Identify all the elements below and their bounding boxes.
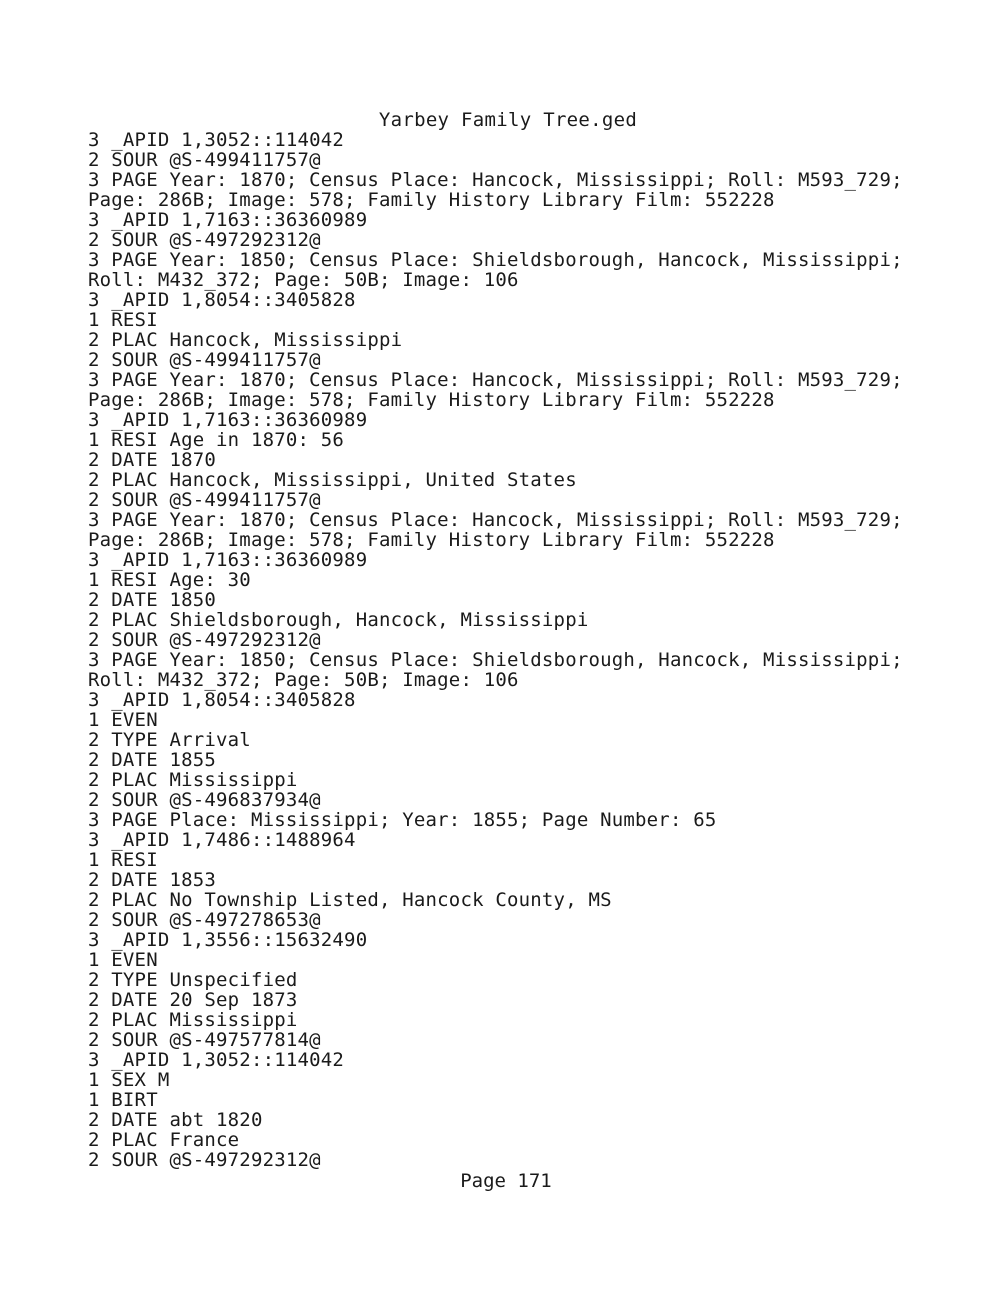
text-line: 3 _APID 1,7163::36360989 (88, 409, 368, 431)
text-line: 2 DATE 1853 (88, 869, 217, 891)
text-line: 3 _APID 1,3556::15632490 (88, 929, 368, 951)
text-line: 2 SOUR @S-497278653@ (88, 909, 321, 931)
text-line: 2 DATE 20 Sep 1873 (88, 989, 298, 1011)
document-title: Yarbey Family Tree.ged (378, 109, 638, 131)
text-line: 2 SOUR @S-497292312@ (88, 229, 321, 251)
text-line: Page: 286B; Image: 578; Family History Library Film: 552228 (88, 189, 775, 211)
text-line: 1 RESI (88, 849, 158, 871)
text-line: 3 _APID 1,7486::1488964 (88, 829, 356, 851)
text-line: 1 RESI Age in 1870: 56 (88, 429, 345, 451)
text-line: 3 _APID 1,8054::3405828 (88, 689, 356, 711)
text-line: 2 SOUR @S-499411757@ (88, 349, 321, 371)
text-line: 2 SOUR @S-497292312@ (88, 629, 321, 651)
text-line: 2 SOUR @S-499411757@ (88, 489, 321, 511)
text-line: 3 _APID 1,8054::3405828 (88, 289, 356, 311)
text-line: 2 SOUR @S-497577814@ (88, 1029, 321, 1051)
text-line: 2 DATE 1855 (88, 749, 217, 771)
text-line: 2 DATE 1870 (88, 449, 217, 471)
text-line: 1 SEX M (88, 1069, 170, 1091)
text-line: 1 RESI Age: 30 (88, 569, 251, 591)
text-line: Page: 286B; Image: 578; Family History Library Film: 552228 (88, 389, 775, 411)
text-line: 3 PAGE Year: 1850; Census Place: Shieldsborough, Hancock, Mississippi; (88, 649, 903, 671)
text-line: 2 PLAC Hancock, Mississippi, United States (88, 469, 577, 491)
text-line: 1 EVEN (88, 949, 158, 971)
text-line: 3 PAGE Year: 1870; Census Place: Hancock, Mississippi; Roll: M593_729; (88, 369, 903, 391)
text-line: 2 SOUR @S-496837934@ (88, 789, 321, 811)
gedcom-text-body (88, 130, 948, 1170)
text-line: 3 PAGE Place: Mississippi; Year: 1855; Page Number: 65 (88, 809, 717, 831)
text-line: 3 PAGE Year: 1870; Census Place: Hancock, Mississippi; Roll: M593_729; (88, 169, 903, 191)
text-line: 2 TYPE Arrival (88, 729, 251, 751)
text-line: 3 PAGE Year: 1850; Census Place: Shieldsborough, Hancock, Mississippi; (88, 249, 903, 271)
text-line: Page: 286B; Image: 578; Family History Library Film: 552228 (88, 529, 775, 551)
text-line: 1 BIRT (88, 1089, 158, 1111)
text-line: 3 PAGE Year: 1870; Census Place: Hancock, Mississippi; Roll: M593_729; (88, 509, 903, 531)
text-line: Roll: M432_372; Page: 50B; Image: 106 (88, 669, 519, 691)
text-line: 2 PLAC Shieldsborough, Hancock, Mississippi (88, 609, 589, 631)
text-line: 2 PLAC No Township Listed, Hancock County, MS (88, 889, 612, 911)
text-line: 2 DATE abt 1820 (88, 1109, 263, 1131)
text-line: 2 PLAC Mississippi (88, 1009, 298, 1031)
text-line: 3 _APID 1,7163::36360989 (88, 549, 368, 571)
text-line: 2 PLAC Mississippi (88, 769, 298, 791)
text-line: Roll: M432_372; Page: 50B; Image: 106 (88, 269, 519, 291)
text-line: 3 _APID 1,3052::114042 (88, 129, 345, 151)
text-line: 2 DATE 1850 (88, 589, 217, 611)
text-line: 2 SOUR @S-497292312@ (88, 1149, 321, 1171)
text-line: 2 PLAC France (88, 1129, 240, 1151)
text-line: 1 EVEN (88, 709, 158, 731)
text-line: 2 SOUR @S-499411757@ (88, 149, 321, 171)
text-line: 3 _APID 1,3052::114042 (88, 1049, 345, 1071)
page-number: Page 171 (460, 1170, 552, 1192)
text-line: 3 _APID 1,7163::36360989 (88, 209, 368, 231)
text-line: 2 PLAC Hancock, Mississippi (88, 329, 403, 351)
text-line: 2 TYPE Unspecified (88, 969, 298, 991)
text-line: 1 RESI (88, 309, 158, 331)
